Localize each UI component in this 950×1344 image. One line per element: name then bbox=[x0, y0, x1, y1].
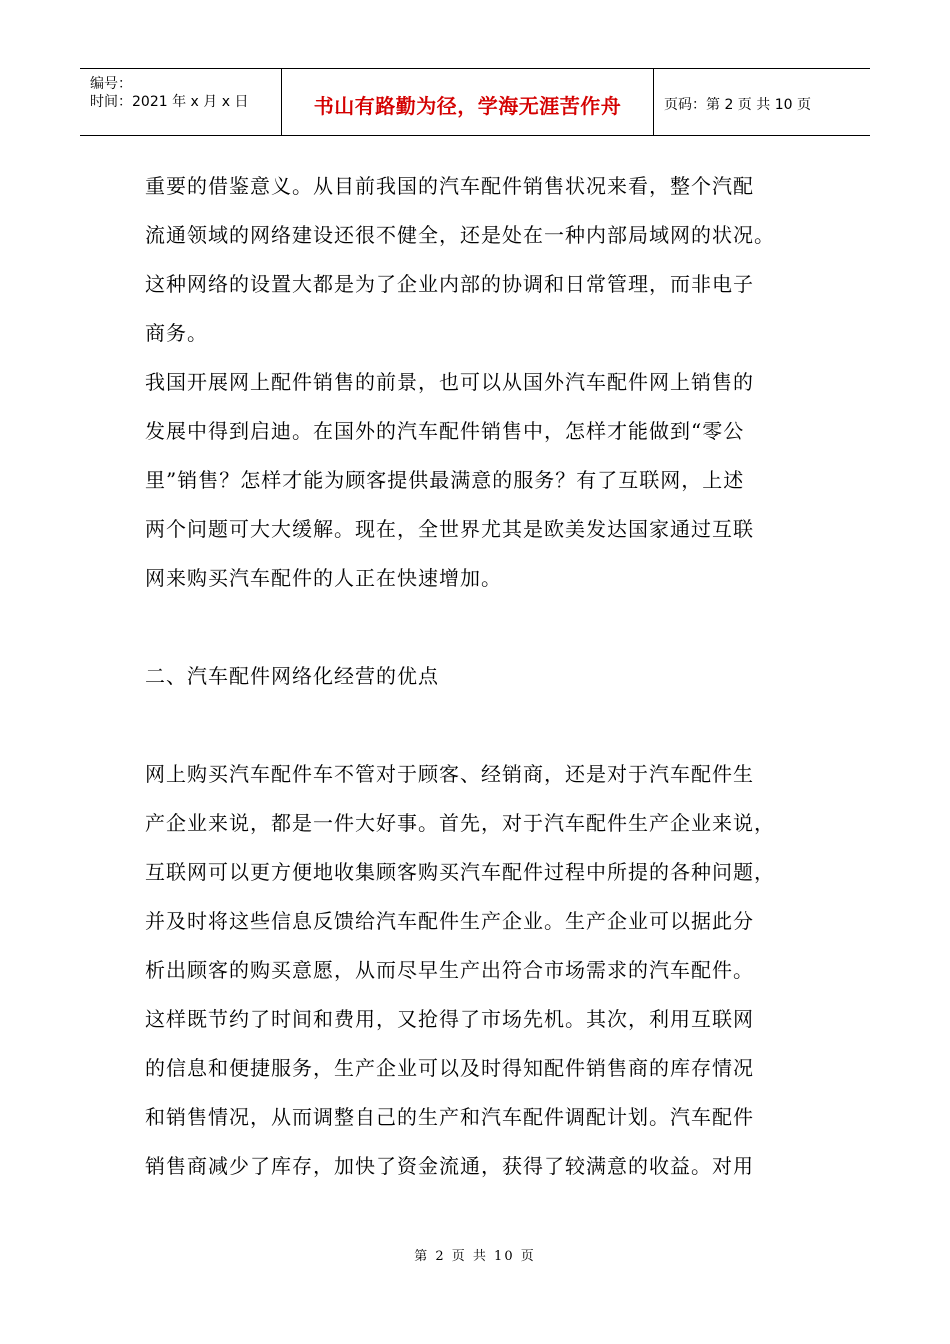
body-line: 重要的借鉴意义。从目前我国的汽车配件销售状况来看，整个汽配 bbox=[145, 174, 754, 198]
header-motto: 书山有路勤为径，学海无涯苦作舟 bbox=[313, 93, 622, 118]
header-page-cell bbox=[654, 69, 870, 135]
blank-line bbox=[145, 603, 815, 652]
body-line: 流通领域的网络建设还很不健全，还是处在一种内部局域网的状况。 bbox=[145, 223, 775, 247]
body-line: 互联网可以更方便地收集顾客购买汽车配件过程中所提的各种问题， bbox=[145, 860, 775, 884]
document-header bbox=[80, 68, 870, 136]
body-line: 商务。 bbox=[145, 321, 208, 345]
blank-line bbox=[145, 701, 815, 750]
body-line: 网来购买汽车配件的人正在快速增加。 bbox=[145, 566, 502, 590]
page-footer: 第 2 页 共 10 页 bbox=[414, 1249, 536, 1264]
header-motto-cell bbox=[282, 69, 654, 135]
body-line: 和销售情况，从而调整自己的生产和汽车配件调配计划。汽车配件 bbox=[145, 1105, 754, 1129]
body-line: 并及时将这些信息反馈给汽车配件生产企业。生产企业可以据此分 bbox=[145, 909, 754, 933]
body-line: 里”销售？怎样才能为顾客提供最满意的服务？有了互联网，上述 bbox=[145, 468, 745, 492]
body-line: 网上购买汽车配件车不管对于顾客、经销商，还是对于汽车配件生 bbox=[145, 762, 754, 786]
body-line: 我国开展网上配件销售的前景，也可以从国外汽车配件网上销售的 bbox=[145, 370, 754, 394]
body-line: 的信息和便捷服务，生产企业可以及时得知配件销售商的库存情况 bbox=[145, 1056, 754, 1080]
body-line: 这样既节约了时间和费用，又抢得了市场先机。其次，利用互联网 bbox=[145, 1007, 754, 1031]
body-line: 发展中得到启迪。在国外的汽车配件销售中，怎样才能做到“零公 bbox=[145, 419, 745, 443]
document-date-label: 时间：2021 年 x 月 x 日 bbox=[90, 94, 249, 110]
body-line: 这种网络的设置大都是为了企业内部的协调和日常管理，而非电子 bbox=[145, 272, 754, 296]
body-line: 析出顾客的购买意愿，从而尽早生产出符合市场需求的汽车配件。 bbox=[145, 958, 754, 982]
document-body bbox=[145, 162, 815, 1191]
header-page-info: 页码：第 2 页 共 10 页 bbox=[664, 97, 811, 113]
header-meta-cell bbox=[80, 69, 282, 135]
document-number-label: 编号： bbox=[90, 76, 132, 92]
body-line: 产企业来说，都是一件大好事。首先，对于汽车配件生产企业来说， bbox=[145, 811, 775, 835]
body-line: 销售商减少了库存，加快了资金流通，获得了较满意的收益。对用 bbox=[145, 1154, 754, 1178]
section-heading: 二、汽车配件网络化经营的优点 bbox=[145, 664, 439, 688]
body-line: 两个问题可大大缓解。现在，全世界尤其是欧美发达国家通过互联 bbox=[145, 517, 754, 541]
